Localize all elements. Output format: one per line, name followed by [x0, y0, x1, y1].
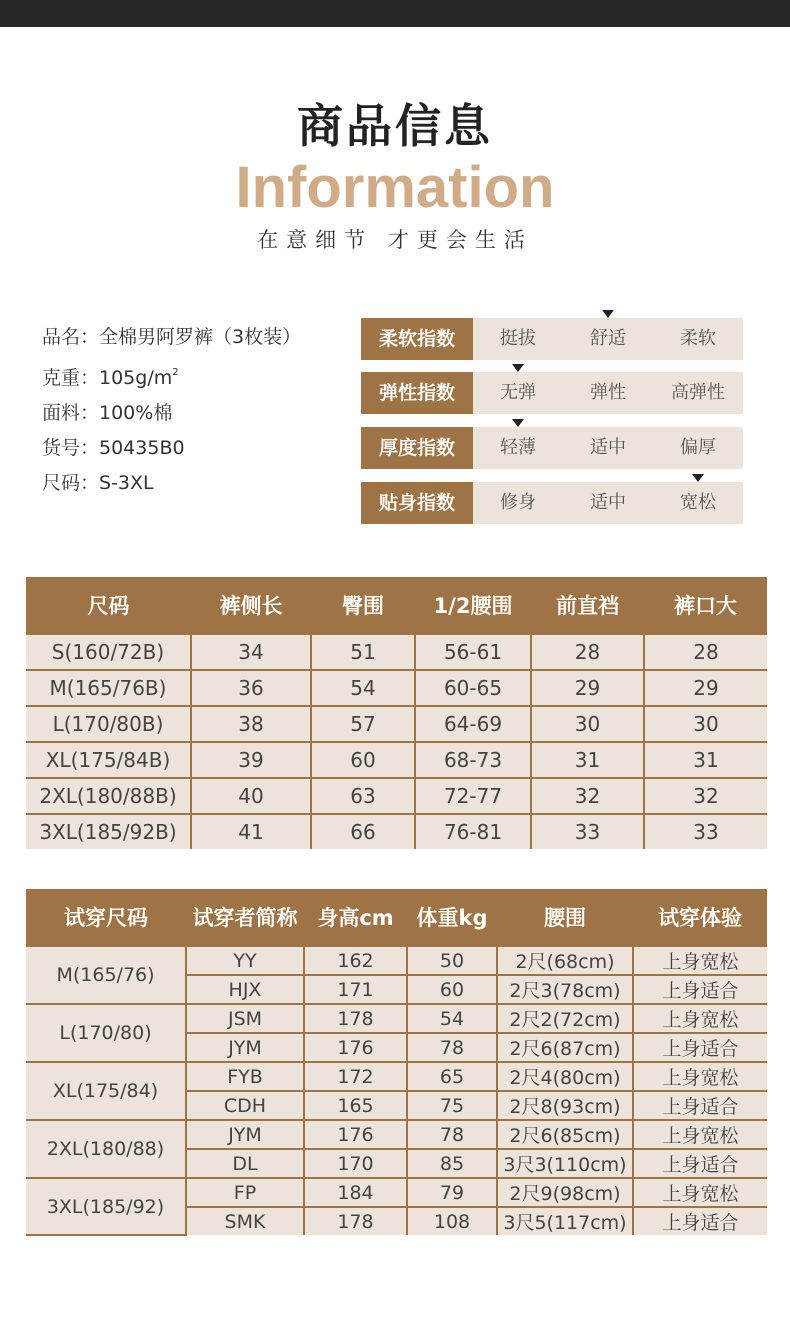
table-cell: 60: [407, 975, 497, 1004]
column-header: 裤侧长: [191, 577, 311, 634]
elasticity-index: [361, 372, 743, 414]
trial-size-cell: L(170/80): [26, 1004, 186, 1062]
table-cell: 上身宽松: [633, 1004, 767, 1033]
table-cell: 176: [304, 1033, 407, 1062]
table-cell: 165: [304, 1091, 407, 1120]
table-cell: 上身适合: [633, 1149, 767, 1178]
product-info: [42, 320, 301, 501]
index-label: 弹性指数: [361, 372, 473, 414]
table-cell: 78: [407, 1120, 497, 1149]
table-cell: 40: [191, 778, 311, 814]
column-header: 腰围: [497, 889, 633, 946]
table-cell: 60: [311, 742, 415, 778]
table-cell: FYB: [186, 1062, 304, 1091]
index-label: 厚度指数: [361, 427, 473, 469]
table-cell: YY: [186, 946, 304, 975]
table-row: [26, 814, 767, 849]
product-size: 尺码：S-3XL: [42, 472, 154, 494]
table-cell: 2尺6(85cm): [497, 1120, 633, 1149]
index-option: 适中: [590, 492, 626, 513]
table-cell: 上身宽松: [633, 1178, 767, 1207]
product-weight: [42, 355, 301, 396]
table-cell: L(170/80B): [26, 706, 191, 742]
table-cell: 184: [304, 1178, 407, 1207]
index-option: 高弹性: [671, 382, 725, 403]
index-scale: [473, 482, 743, 524]
table-cell: 170: [304, 1149, 407, 1178]
table-row: [26, 1004, 767, 1033]
table-cell: 56-61: [415, 634, 531, 670]
section-subtitle: 在意细节 才更会生活: [257, 228, 533, 252]
table-cell: 上身宽松: [633, 1062, 767, 1091]
table-cell: XL(175/84B): [26, 742, 191, 778]
table-cell: 2尺8(93cm): [497, 1091, 633, 1120]
section-title: 商品信息: [297, 99, 493, 153]
selected-marker-icon: [512, 419, 524, 427]
column-header: 尺码: [26, 577, 191, 634]
fit-index: [361, 482, 743, 524]
table-cell: JYM: [186, 1033, 304, 1062]
index-option: 轻薄: [500, 437, 536, 458]
index-option: 舒适: [590, 328, 626, 349]
table-row: [26, 742, 767, 778]
index-scale: [473, 372, 743, 414]
table-cell: 30: [531, 706, 644, 742]
index-option: 柔软: [680, 328, 716, 349]
table-cell: 51: [311, 634, 415, 670]
table-cell: 63: [311, 778, 415, 814]
table-row: [26, 1062, 767, 1091]
table-header-row: [26, 889, 767, 946]
weight-superscript: 2: [172, 367, 179, 378]
table-cell: 2尺3(78cm): [497, 975, 633, 1004]
table-cell: 33: [531, 814, 644, 849]
table-cell: FP: [186, 1178, 304, 1207]
table-cell: 85: [407, 1149, 497, 1178]
table-cell: 3尺5(117cm): [497, 1207, 633, 1235]
column-header: 体重kg: [407, 889, 497, 946]
table-cell: 64-69: [415, 706, 531, 742]
section-title-en: Information: [235, 155, 555, 220]
column-header: 身高cm: [304, 889, 407, 946]
table-cell: 178: [304, 1207, 407, 1235]
table-cell: 33: [644, 814, 767, 849]
table-cell: 上身适合: [633, 1033, 767, 1062]
index-option: 挺拔: [500, 328, 536, 349]
table-row: [26, 778, 767, 814]
table-cell: 上身适合: [633, 1091, 767, 1120]
table-cell: 79: [407, 1178, 497, 1207]
table-cell: 60-65: [415, 670, 531, 706]
table-cell: 2尺2(72cm): [497, 1004, 633, 1033]
table-cell: CDH: [186, 1091, 304, 1120]
table-cell: 28: [644, 634, 767, 670]
index-scale: [473, 427, 743, 469]
selected-marker-icon: [692, 474, 704, 482]
table-row: [26, 1120, 767, 1149]
table-cell: 72-77: [415, 778, 531, 814]
fit-trial-table: [26, 889, 767, 1236]
table-cell: 176: [304, 1120, 407, 1149]
table-cell: M(165/76B): [26, 670, 191, 706]
table-cell: 78: [407, 1033, 497, 1062]
table-cell: 2尺6(87cm): [497, 1033, 633, 1062]
selected-marker-icon: [512, 364, 524, 372]
table-cell: HJX: [186, 975, 304, 1004]
trial-size-cell: 2XL(180/88): [26, 1120, 186, 1178]
index-option: 无弹: [500, 382, 536, 403]
table-cell: 57: [311, 706, 415, 742]
product-name: 品名：全棉男阿罗裤（3枚装）: [42, 326, 302, 348]
index-option: 宽松: [680, 492, 716, 513]
table-cell: 2尺9(98cm): [497, 1178, 633, 1207]
table-cell: 65: [407, 1062, 497, 1091]
table-cell: 上身适合: [633, 1207, 767, 1235]
table-row: [26, 670, 767, 706]
table-cell: 50: [407, 946, 497, 975]
table-cell: 38: [191, 706, 311, 742]
column-header: 臀围: [311, 577, 415, 634]
column-header: 1/2腰围: [415, 577, 531, 634]
weight-text: 克重：105g/m: [42, 367, 173, 389]
index-option: 偏厚: [680, 437, 716, 458]
table-cell: 30: [644, 706, 767, 742]
table-cell: 上身适合: [633, 975, 767, 1004]
index-label: 贴身指数: [361, 482, 473, 524]
top-bar: [0, 0, 790, 27]
table-cell: 29: [531, 670, 644, 706]
table-cell: 76-81: [415, 814, 531, 849]
table-cell: 178: [304, 1004, 407, 1033]
table-cell: 2尺4(80cm): [497, 1062, 633, 1091]
product-fabric: 面料：100%棉: [42, 402, 173, 424]
index-label: 柔软指数: [361, 318, 473, 360]
trial-size-cell: 3XL(185/92): [26, 1178, 186, 1235]
thickness-index: [361, 427, 743, 469]
column-header: 试穿者简称: [186, 889, 304, 946]
column-header: 裤口大: [644, 577, 767, 634]
table-cell: 2XL(180/88B): [26, 778, 191, 814]
table-cell: 68-73: [415, 742, 531, 778]
size-chart-table: [26, 577, 767, 849]
table-cell: 171: [304, 975, 407, 1004]
table-cell: SMK: [186, 1207, 304, 1235]
table-cell: 31: [531, 742, 644, 778]
selected-marker-icon: [602, 310, 614, 318]
table-cell: 36: [191, 670, 311, 706]
column-header: 试穿尺码: [26, 889, 186, 946]
table-cell: 34: [191, 634, 311, 670]
table-cell: 54: [311, 670, 415, 706]
index-option: 适中: [590, 437, 626, 458]
table-row: [26, 634, 767, 670]
table-cell: DL: [186, 1149, 304, 1178]
table-cell: 39: [191, 742, 311, 778]
table-cell: 2尺(68cm): [497, 946, 633, 975]
table-header-row: [26, 577, 767, 634]
table-cell: 31: [644, 742, 767, 778]
trial-size-cell: M(165/76): [26, 946, 186, 1004]
table-cell: 32: [531, 778, 644, 814]
table-cell: 上身宽松: [633, 946, 767, 975]
softness-index: [361, 318, 743, 360]
table-cell: 28: [531, 634, 644, 670]
index-option: 弹性: [590, 382, 626, 403]
table-cell: 3XL(185/92B): [26, 814, 191, 849]
table-cell: 75: [407, 1091, 497, 1120]
column-header: 试穿体验: [633, 889, 767, 946]
product-item-no: 货号：50435B0: [42, 437, 185, 459]
table-cell: 3尺3(110cm): [497, 1149, 633, 1178]
table-cell: 41: [191, 814, 311, 849]
table-cell: 上身宽松: [633, 1120, 767, 1149]
table-cell: 54: [407, 1004, 497, 1033]
trial-size-cell: XL(175/84): [26, 1062, 186, 1120]
table-cell: S(160/72B): [26, 634, 191, 670]
index-option: 修身: [500, 492, 536, 513]
table-row: [26, 946, 767, 975]
table-cell: JYM: [186, 1120, 304, 1149]
table-cell: 108: [407, 1207, 497, 1235]
table-cell: JSM: [186, 1004, 304, 1033]
index-scale: [473, 318, 743, 360]
table-cell: 29: [644, 670, 767, 706]
table-cell: 32: [644, 778, 767, 814]
table-cell: 172: [304, 1062, 407, 1091]
table-row: [26, 706, 767, 742]
table-cell: 66: [311, 814, 415, 849]
column-header: 前直裆: [531, 577, 644, 634]
table-cell: 162: [304, 946, 407, 975]
table-row: [26, 1178, 767, 1207]
